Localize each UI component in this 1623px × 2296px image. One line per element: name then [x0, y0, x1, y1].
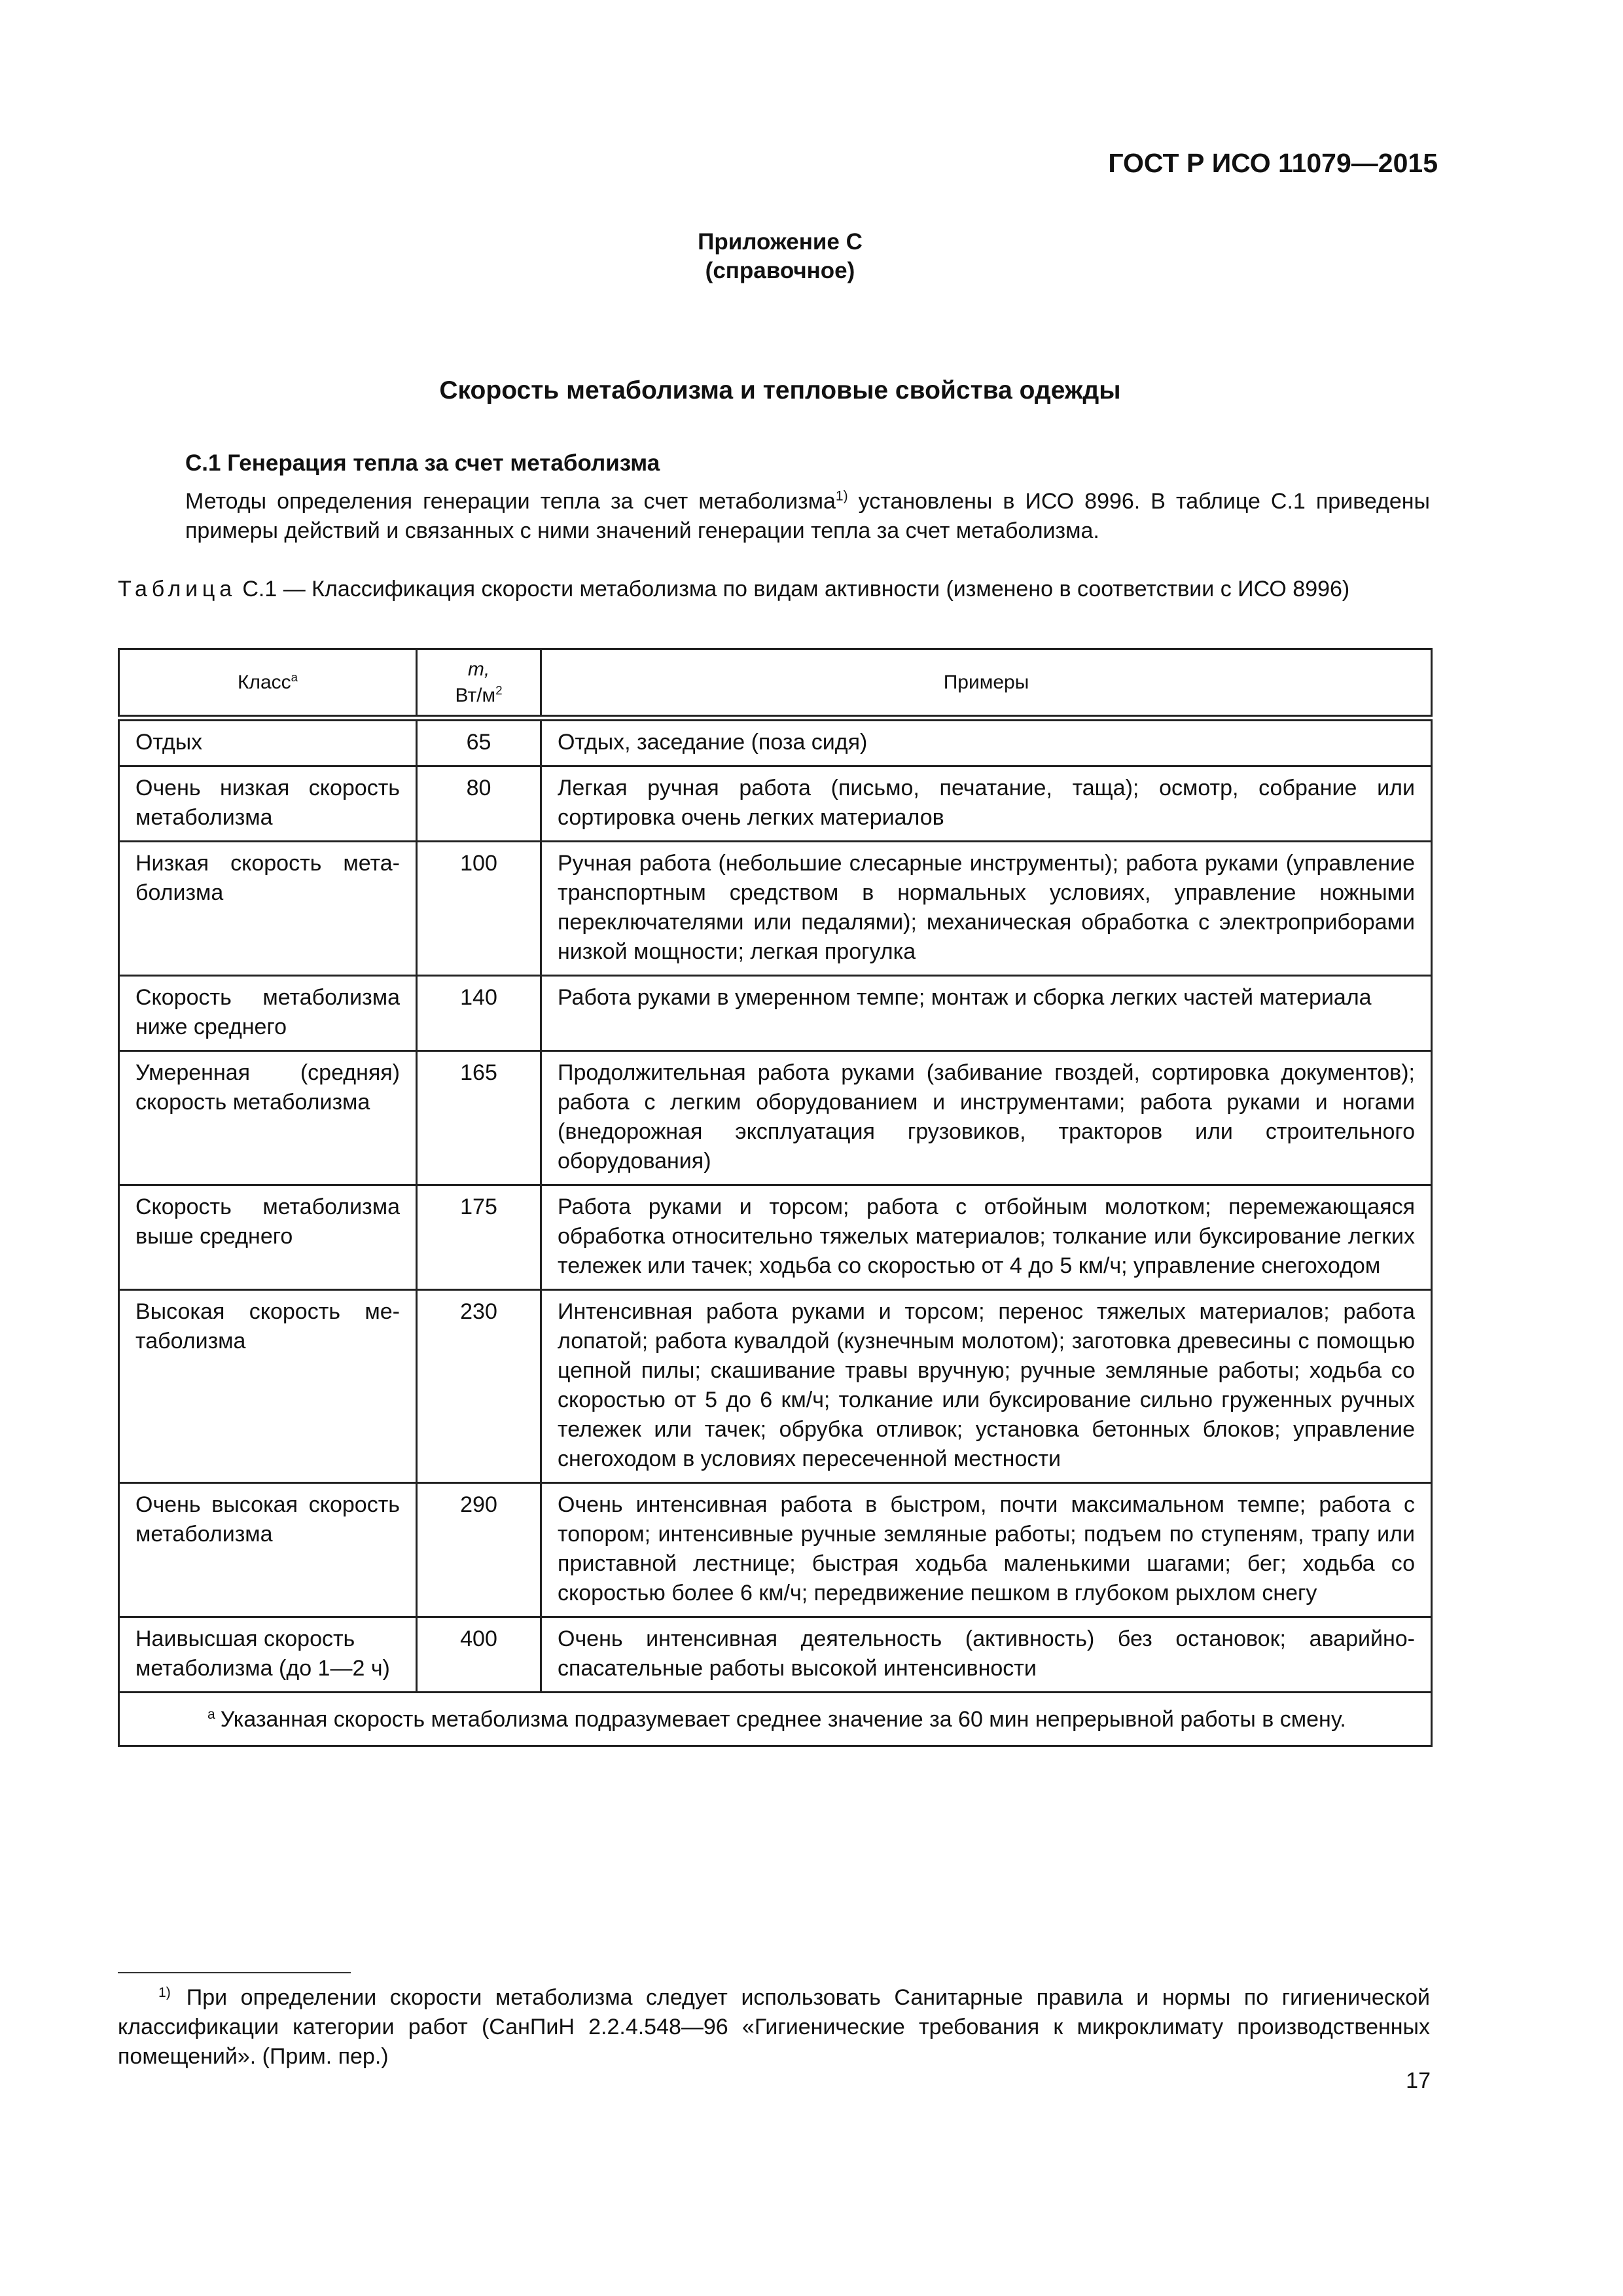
table-row	[119, 718, 1432, 766]
table-header-row	[119, 649, 1432, 719]
header-m-symbol: m,	[467, 658, 490, 680]
metabolic-rate-table	[118, 648, 1433, 1747]
appendix-label: Приложение С	[698, 229, 863, 255]
table-row	[119, 1185, 1432, 1290]
header-class-note: a	[291, 670, 298, 684]
cell-examples: Отдых, заседание (поза сидя)	[541, 718, 1432, 766]
cell-m: 165	[417, 1051, 541, 1185]
table-caption-word: Таблица	[118, 577, 236, 601]
cell-examples: Очень интенсивная деятельность (активность) без остановок; аварийно-спасательные работы высокой интенсивности	[541, 1617, 1432, 1693]
cell-m: 290	[417, 1483, 541, 1617]
table-row	[119, 842, 1432, 976]
table-caption-text: С.1 — Классификация скорости метаболизма по видам активности (изменено в соответствии с ИСО 8996)	[236, 577, 1350, 601]
table-footnote-row	[119, 1693, 1432, 1746]
footnote-reference: 1)	[835, 488, 848, 504]
header-examples: Примеры	[541, 649, 1432, 719]
intro-text-start: Методы определения генерации тепла за счет метаболизма	[185, 489, 836, 514]
header-m	[417, 649, 541, 719]
cell-class: Низкая скорость метаболизма	[119, 842, 417, 976]
intro-paragraph	[118, 487, 1430, 546]
appendix-heading	[0, 228, 1560, 285]
table-row	[119, 1051, 1432, 1185]
cell-class: Скорость метаболизма выше среднего	[119, 1185, 417, 1290]
page-footnote-text: При определении скорости метаболизма следует использовать Санитарные правила и нормы по гигиенической классификации категории работ (СанПиН 2.2.4.548—96 «Гигиенические требования к микроклимату производственных помещений». (Прим. пер.)	[118, 1985, 1430, 2069]
cell-examples: Продолжительная работа руками (забивание гвоздей, сортировка документов); работа с легким оборудованием и инструментами; работа руками и ногами (внедорожная эксплуатация грузовиков, тракторов или строительного оборудования)	[541, 1051, 1432, 1185]
table-row	[119, 1483, 1432, 1617]
cell-class: Скорость метаболизма ниже среднего	[119, 976, 417, 1051]
cell-m: 140	[417, 976, 541, 1051]
cell-examples: Легкая ручная работа (письмо, печатание, таща); осмотр, собрание или сортировка очень легких материалов	[541, 766, 1432, 842]
table-row	[119, 976, 1432, 1051]
cell-m: 80	[417, 766, 541, 842]
cell-m: 175	[417, 1185, 541, 1290]
cell-class: Отдых	[119, 718, 417, 766]
cell-examples: Очень интенсивная работа в быстром, почти максимальном темпе; работа с топором; интенсивные ручные земляные работы; подъем по ступеням, трапу или приставной лестнице; быстрая ходьба маленькими шагами; бег; ходьба со скоростью более 6 км/ч; передвижение пешком в глубоком рыхлом снегу	[541, 1483, 1432, 1617]
page-footnote-marker: 1)	[158, 1984, 171, 2000]
footnote-divider	[118, 1972, 351, 1973]
page-number: 17	[1406, 2068, 1431, 2093]
cell-examples: Работа руками в умеренном темпе; монтаж и сборка легких частей материала	[541, 976, 1432, 1051]
header-unit: Вт/м	[455, 684, 496, 706]
cell-examples: Ручная работа (небольшие слесарные инструменты); работа руками (управление транспортным средством в нормальных условиях, управление ножными переключателями или педалями); механическая обработка с электроприборами низкой мощности; легкая прогулка	[541, 842, 1432, 976]
table-footnote-text: Указанная скорость метаболизма подразумевает среднее значение за 60 мин непрерывной работы в смену.	[220, 1707, 1346, 1732]
table-caption	[118, 575, 1430, 604]
cell-class: Очень высокая скорость метаболизма	[119, 1483, 417, 1617]
cell-class: Очень низкая скорость метаболизма	[119, 766, 417, 842]
cell-class: Умеренная (средняя) скорость метаболизма	[119, 1051, 417, 1185]
appendix-type: (справочное)	[705, 258, 855, 283]
header-unit-exponent: 2	[495, 683, 503, 697]
cell-examples: Работа руками и торсом; работа с отбойным молотком; перемежающаяся обработка относительно тяжелых материалов; толкание или буксирование легких тележек или тачек; ходьба со скоростью от 4 до 5 км/ч; управление снегоходом	[541, 1185, 1432, 1290]
header-class: Класс$^a$	[119, 649, 417, 719]
intro-text-end: установлены в ИСО 8996. В таблице С.1 приведены примеры действий и связанных с ними значений генерации тепла за счет метаболизма.	[185, 489, 1430, 543]
page-title: Скорость метаболизма и тепловые свойства одежды	[439, 376, 1121, 404]
table-footnote	[119, 1693, 1432, 1746]
table-row	[119, 1617, 1432, 1693]
cell-examples: Интенсивная работа руками и торсом; перенос тяжелых материалов; работа лопатой; работа кувалдой (кузнечным молотом); заготовка древесины с помощью цепной пилы; скашивание травы вручную; ручные земляные работы; ходьба со скоростью от 5 до 6 км/ч; толкание или буксирование сильно груженных ручных тележек или тачек; обрубка отливок; установка бетонных блоков; управление снегоходом в условиях пересеченной местности	[541, 1290, 1432, 1483]
page-footnote	[118, 1983, 1430, 2072]
table-row	[119, 1290, 1432, 1483]
cell-m: 400	[417, 1617, 541, 1693]
document-code: ГОСТ Р ИСО 11079—2015	[1108, 148, 1438, 178]
cell-class: Наивысшая скорость метаболизма (до 1—2 ч)	[119, 1617, 417, 1693]
cell-m: 65	[417, 718, 541, 766]
cell-m: 100	[417, 842, 541, 976]
cell-class: Высокая скорость метаболизма	[119, 1290, 417, 1483]
cell-m: 230	[417, 1290, 541, 1483]
table-row	[119, 766, 1432, 842]
section-heading: С.1 Генерация тепла за счет метаболизма	[185, 450, 660, 476]
table-footnote-marker: a	[207, 1706, 215, 1722]
